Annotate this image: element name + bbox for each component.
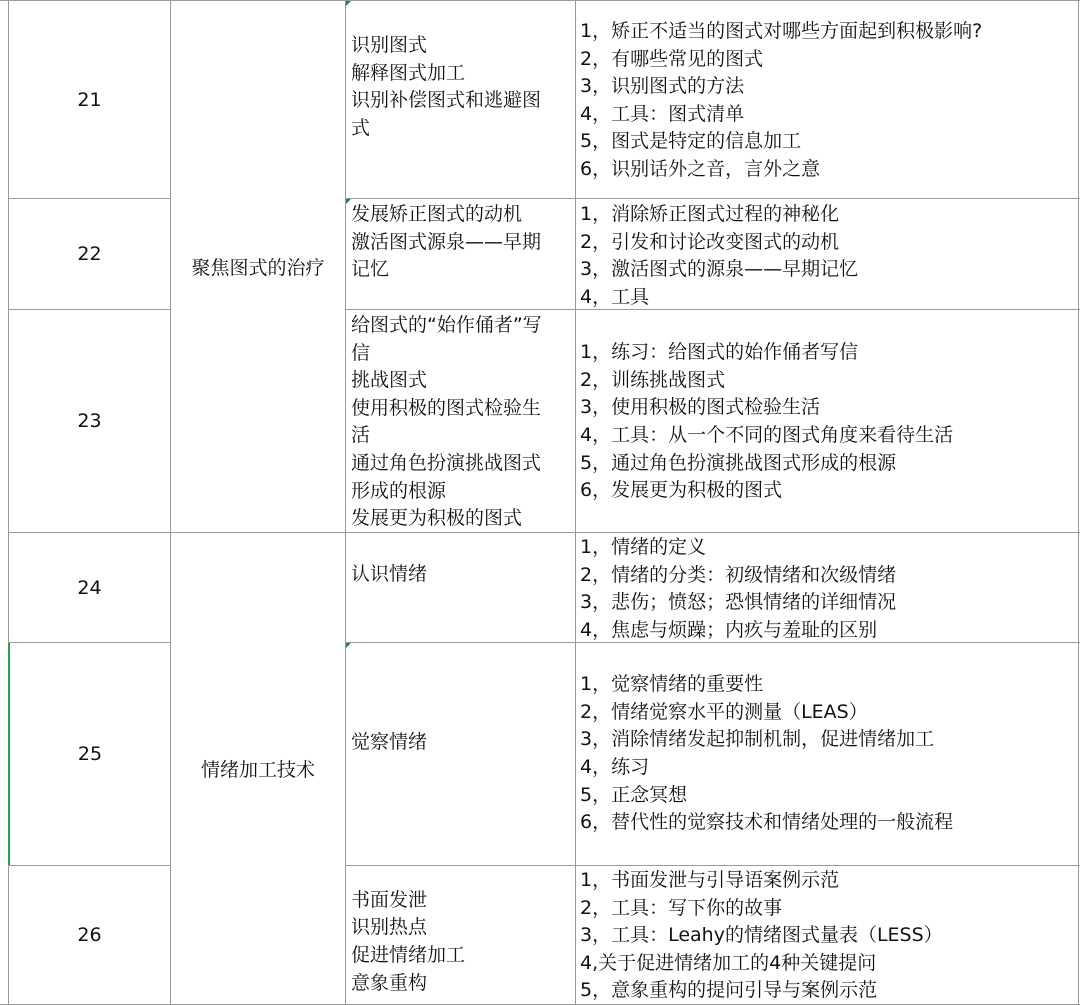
content-cell[interactable] [576,199,1078,309]
topic-cell[interactable] [346,199,575,309]
cell-marker [346,1,351,6]
content-cell[interactable] [576,310,1078,532]
row-number: 21 [77,88,102,111]
content-line: 3，使用积极的图式检验生活 [580,396,821,419]
row-number-cell[interactable] [9,1,170,198]
row-number-cell[interactable] [9,310,170,532]
topic-line: 解释图式加工 [351,61,466,84]
topic-line: 识别热点 [351,916,428,939]
row-number: 25 [77,743,103,765]
content-line: 4，工具：图式清单 [580,102,745,125]
content-cell[interactable] [576,643,1078,865]
content-line: 1，情绪的定义 [580,536,707,558]
row-number: 26 [77,924,102,946]
topic-line: 活 [351,424,371,447]
category-cell[interactable] [171,533,345,1004]
topic-line: 给图式的“始作俑者”写 [351,314,542,336]
topic-line: 认识情绪 [351,563,428,586]
topic-line: 形成的根源 [351,479,447,502]
topic-line: 激活图式源泉——早期 [351,230,542,253]
row-number-cell[interactable] [9,199,170,309]
row-number: 23 [77,410,102,432]
topic-line: 式 [351,116,371,139]
topic-line: 挑战图式 [351,369,428,392]
content-line: 6，识别话外之音，言外之意 [580,157,821,180]
content-line: 2，情绪觉察水平的测量（LEAS） [580,700,868,723]
content-line: 2，训练挑战图式 [580,368,726,391]
topic-cell[interactable] [346,310,575,532]
content-line: 5，通过角色扮演挑战图式形成的根源 [580,451,897,474]
content-cell[interactable] [576,18,1078,188]
content-line: 3，激活图式的源泉——早期记忆 [580,258,859,281]
category-cell[interactable] [171,1,345,532]
content-line: 3，悲伤；愤怒；恐惧情绪的详细情况 [580,591,897,614]
content-line: 5，正念冥想 [580,783,688,806]
topic-cell[interactable] [346,8,575,198]
content-line: 6，发展更为积极的图式 [580,479,783,502]
content-line: 5，意象重构的提问引导与案例示范 [580,979,878,1002]
category-label: 聚焦图式的治疗 [191,257,325,279]
content-cell[interactable] [576,866,1078,1004]
content-line: 5，图式是特定的信息加工 [580,130,802,153]
content-line: 6，替代性的觉察技术和情绪处理的一般流程 [580,811,954,834]
topic-line: 信 [351,341,371,364]
content-line: 3，消除情绪发起抑制机制，促进情绪加工 [580,728,935,751]
content-line: 4，工具 [580,285,650,308]
content-line: 2，情绪的分类：初级情绪和次级情绪 [580,563,897,586]
content-line: 1，觉察情绪的重要性 [580,673,764,696]
topic-cell[interactable] [346,866,575,1004]
content-line: 3，工具：Leahy的情绪图式量表（LESS） [580,924,943,947]
row-number-cell[interactable] [9,866,170,1004]
topic-line: 觉察情绪 [351,731,428,754]
content-cell[interactable] [576,533,1078,642]
content-line: 1，书面发泄与引导语案例示范 [580,869,840,891]
content-line: 2，工具：写下你的故事 [580,896,783,919]
topic-line: 记忆 [351,258,390,281]
category-label: 情绪加工技术 [200,759,315,781]
content-line: 1，练习：给图式的始作俑者写信 [580,341,859,364]
content-line: 2，有哪些常见的图式 [580,47,764,70]
row-number-cell[interactable] [10,643,170,865]
topic-cell[interactable] [346,533,575,617]
content-line: 4，焦虑与烦躁；内疚与羞耻的区别 [580,618,878,641]
topic-line: 使用积极的图式检验生 [351,396,542,419]
column-border [1078,0,1079,1005]
content-line: 1，矫正不适当的图式对哪些方面起到积极影响? [580,20,983,42]
row-number: 24 [77,576,102,599]
topic-line: 通过角色扮演挑战图式 [351,451,542,474]
row-number-cell[interactable] [9,533,170,642]
topic-line: 识别补偿图式和逃避图 [351,89,542,112]
topic-line: 书面发泄 [351,888,428,911]
content-line: 1，消除矫正图式过程的神秘化 [580,203,840,225]
topic-line: 意象重构 [351,971,428,994]
row-number: 22 [77,243,102,265]
content-line: 4,关于促进情绪加工的4种关键提问 [580,951,877,974]
topic-line: 发展矫正图式的动机 [351,203,523,225]
topic-cell[interactable] [346,643,575,843]
topic-line: 识别图式 [351,34,428,56]
topic-line: 促进情绪加工 [351,944,466,966]
content-line: 2，引发和讨论改变图式的动机 [580,230,840,253]
content-line: 4，工具：从一个不同的图式角度来看待生活 [580,424,954,446]
content-line: 3，识别图式的方法 [580,75,745,98]
topic-line: 发展更为积极的图式 [351,507,523,530]
content-line: 4，练习 [580,756,650,778]
